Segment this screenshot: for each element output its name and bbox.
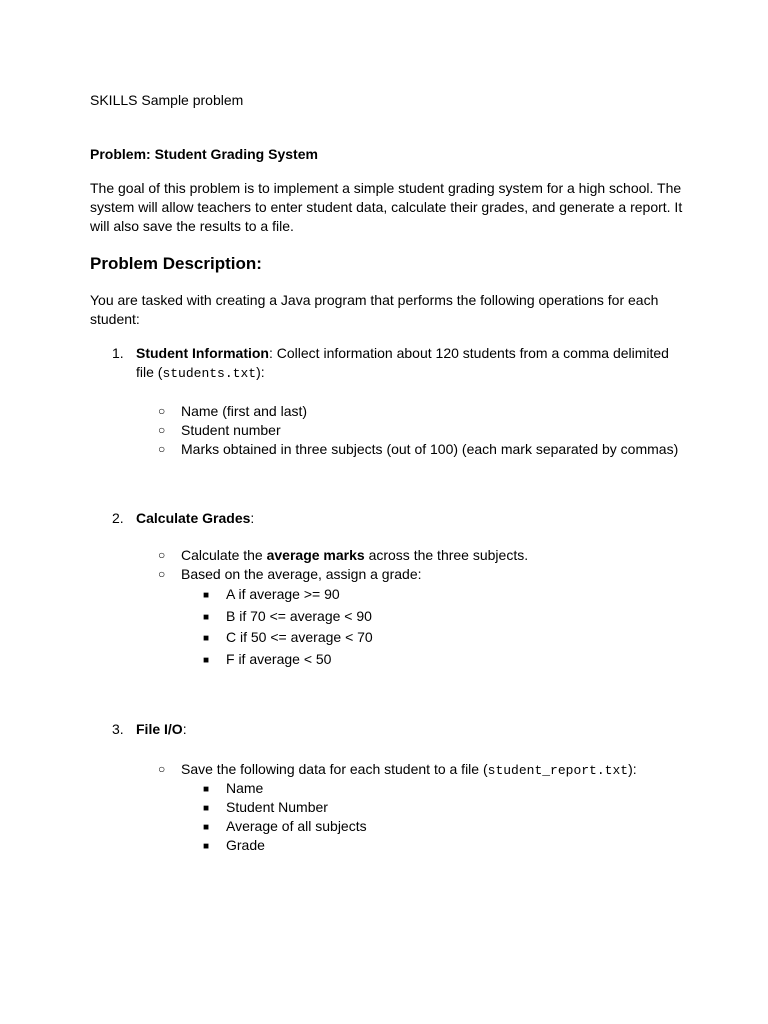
item-1-file-prefix: file ( (136, 364, 163, 380)
square-bullet-icon: ■ (203, 633, 210, 644)
item-1-subitem: Marks obtained in three subjects (out of 100) (each mark separated by commas) (181, 441, 679, 457)
item-1-line-1 (136, 344, 669, 363)
item-3-filename: student_report.txt (487, 763, 629, 778)
item-3-line (136, 720, 187, 739)
grade-rule: F if average < 50 (226, 651, 332, 667)
item-1-subitem: Name (first and last) (181, 403, 308, 419)
intro-line-1: The goal of this problem is to implement a simple student grading system for a high school. The (90, 180, 682, 196)
grade-rule: A if average >= 90 (226, 586, 340, 602)
circle-bullet-icon: ○ (158, 442, 166, 456)
report-field: Grade (226, 837, 265, 853)
item-2-subitem-assign: Based on the average, assign a grade: (181, 566, 422, 582)
square-bullet-icon: ■ (203, 612, 210, 623)
item-3-subitem-save (181, 760, 637, 780)
circle-bullet-icon: ○ (158, 423, 166, 437)
item-2-sub1-bold: average marks (266, 547, 365, 563)
item-1-file-suffix: ): (256, 364, 265, 380)
report-field: Student Number (226, 799, 328, 815)
intro-line-2: system will allow teachers to enter student data, calculate their grades, and generate a report. It (90, 199, 683, 215)
item-3-number: 3. (112, 721, 124, 737)
item-3-sub1-suffix: ): (628, 761, 637, 777)
circle-bullet-icon: ○ (158, 762, 166, 776)
item-1-filename: students.txt (162, 366, 257, 381)
item-1-line-2 (136, 363, 265, 383)
square-bullet-icon: ■ (203, 803, 210, 814)
circle-bullet-icon: ○ (158, 404, 166, 418)
section-heading: Problem Description: (90, 254, 262, 273)
square-bullet-icon: ■ (203, 590, 210, 601)
description-line-2: student: (90, 311, 140, 327)
item-3-suffix: : (182, 721, 187, 737)
item-2-sub1-suffix: across the three subjects. (364, 547, 529, 563)
item-2-suffix: : (250, 510, 255, 526)
item-3-title: File I/O (136, 721, 183, 737)
item-2-line (136, 509, 254, 528)
circle-bullet-icon: ○ (158, 567, 166, 581)
item-2-subitem-average (181, 546, 528, 565)
description-line-1: You are tasked with creating a Java program that performs the following operations for each (90, 292, 659, 308)
item-2-title: Calculate Grades (136, 510, 251, 526)
item-1-text: : Collect information about 120 students from a comma delimited (269, 345, 669, 361)
item-1-number: 1. (112, 345, 124, 361)
intro-line-3: will also save the results to a file. (90, 218, 294, 234)
square-bullet-icon: ■ (203, 784, 210, 795)
problem-title: Problem: Student Grading System (90, 146, 318, 162)
report-field: Name (226, 780, 264, 796)
square-bullet-icon: ■ (203, 841, 210, 852)
report-field: Average of all subjects (226, 818, 367, 834)
item-2-number: 2. (112, 510, 124, 526)
item-2-sub1-prefix: Calculate the (181, 547, 267, 563)
item-3-sub1-prefix: Save the following data for each student to a file ( (181, 761, 488, 777)
item-1-subitem: Student number (181, 422, 281, 438)
square-bullet-icon: ■ (203, 822, 210, 833)
item-1-title: Student Information (136, 345, 269, 361)
document-header: SKILLS Sample problem (90, 92, 244, 108)
grade-rule: C if 50 <= average < 70 (226, 629, 373, 645)
square-bullet-icon: ■ (203, 655, 210, 666)
circle-bullet-icon: ○ (158, 548, 166, 562)
grade-rule: B if 70 <= average < 90 (226, 608, 372, 624)
